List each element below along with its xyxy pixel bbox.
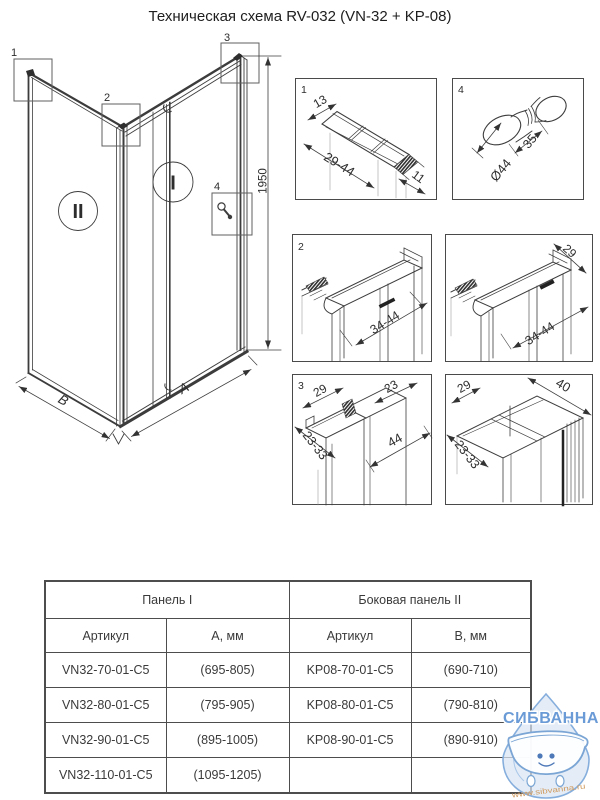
- face-eye-left: [537, 753, 542, 758]
- table-cell: (690-710): [411, 653, 531, 688]
- table-cell: (790-810): [411, 688, 531, 723]
- table-cell: KP08-70-01-C5: [289, 653, 411, 688]
- face-eye-right: [549, 753, 554, 758]
- detail-3l-dim-29: 29: [310, 381, 330, 400]
- table-cell: VN32-80-01-C5: [45, 688, 166, 723]
- detail-1-dim-29-44: 29-44: [321, 149, 358, 180]
- detail-view-3-right: [445, 374, 593, 505]
- panel-i-label: I: [170, 172, 176, 195]
- tub-foot-left: [527, 776, 535, 787]
- main-isometric-drawing: [0, 30, 290, 510]
- dim-b-label: B: [55, 391, 71, 409]
- detail-2l-dim-34-44: 34-44: [367, 308, 403, 338]
- detail-view-2-left: [292, 234, 432, 362]
- dim-height-label: 1950: [257, 168, 270, 194]
- detail-2r-dim-34-44: 34-44: [522, 319, 558, 349]
- column-header-b-mm: В, мм: [411, 619, 531, 653]
- table-cell: [289, 758, 411, 794]
- column-header-artikul-1: Артикул: [45, 619, 166, 653]
- detail-view-2-right: [445, 234, 593, 362]
- detail-3l-dim-23: 23: [381, 377, 401, 396]
- watermark-url-text: www.sibvanna.ru: [511, 783, 569, 800]
- watermark-logo: [497, 692, 600, 800]
- page-title: Техническая схема RV-032 (VN-32 + KP-08): [148, 8, 452, 25]
- detail-view-1: [295, 78, 437, 200]
- detail-3r-dim-23-33: 23-33: [451, 437, 483, 472]
- table-row: [45, 653, 531, 688]
- detail-1-dim-11: 11: [409, 167, 428, 187]
- table-column-header-row: [45, 619, 531, 653]
- table-row: [45, 758, 531, 794]
- table-cell: VN32-110-01-C5: [45, 758, 166, 794]
- panel-ii-label: II: [72, 201, 84, 223]
- detail-3r-dim-40: 40: [553, 374, 574, 396]
- detail-4-number: 4: [458, 84, 464, 96]
- detail-3l-dim-23-33: 23-33: [299, 428, 331, 463]
- table-cell: (890-910): [411, 723, 531, 758]
- callout-box-4: [212, 193, 252, 235]
- detail-4-dim-dia44: Ø44: [486, 155, 515, 185]
- column-header-artikul-2: Артикул: [289, 619, 411, 653]
- dim-a-label: A: [176, 379, 192, 397]
- table-cell: VN32-90-01-C5: [45, 723, 166, 758]
- detail-3-number: 3: [298, 380, 304, 392]
- detail-1-number: 1: [301, 84, 307, 96]
- detail-3l-dim-44: 44: [384, 429, 405, 451]
- detail-view-3-left: [292, 374, 432, 505]
- detail-4-dim-35: 35: [520, 131, 540, 152]
- table-cell: VN32-70-01-C5: [45, 653, 166, 688]
- table-cell: (695-805): [166, 653, 289, 688]
- table-cell: (895-1005): [166, 723, 289, 758]
- callout-label-2: 2: [104, 92, 111, 104]
- watermark-brand-text: СИБВАННА: [503, 710, 599, 727]
- detail-3r-dim-29: 29: [454, 377, 474, 396]
- group-header-panel-i: Панель I: [45, 581, 289, 619]
- table-cell: (795-905): [166, 688, 289, 723]
- detail-view-4: [452, 78, 584, 200]
- table-row: [45, 688, 531, 723]
- table-cell: KP08-90-01-C5: [289, 723, 411, 758]
- detail-2-number: 2: [298, 241, 304, 253]
- table-group-header-row: [45, 581, 531, 619]
- table-cell: (1095-1205): [166, 758, 289, 794]
- detail-1-dim-13: 13: [310, 92, 330, 111]
- group-header-panel-ii: Боковая панель II: [289, 581, 531, 619]
- table-cell: KP08-80-01-C5: [289, 688, 411, 723]
- spec-table: [44, 580, 532, 794]
- callout-label-3: 3: [224, 32, 231, 44]
- callout-box-1: [14, 59, 52, 101]
- detail-2r-dim-29: 29: [560, 241, 580, 261]
- column-header-a-mm: А, мм: [166, 619, 289, 653]
- callout-label-1: 1: [11, 47, 18, 59]
- table-row: [45, 723, 531, 758]
- callout-label-4: 4: [214, 181, 221, 193]
